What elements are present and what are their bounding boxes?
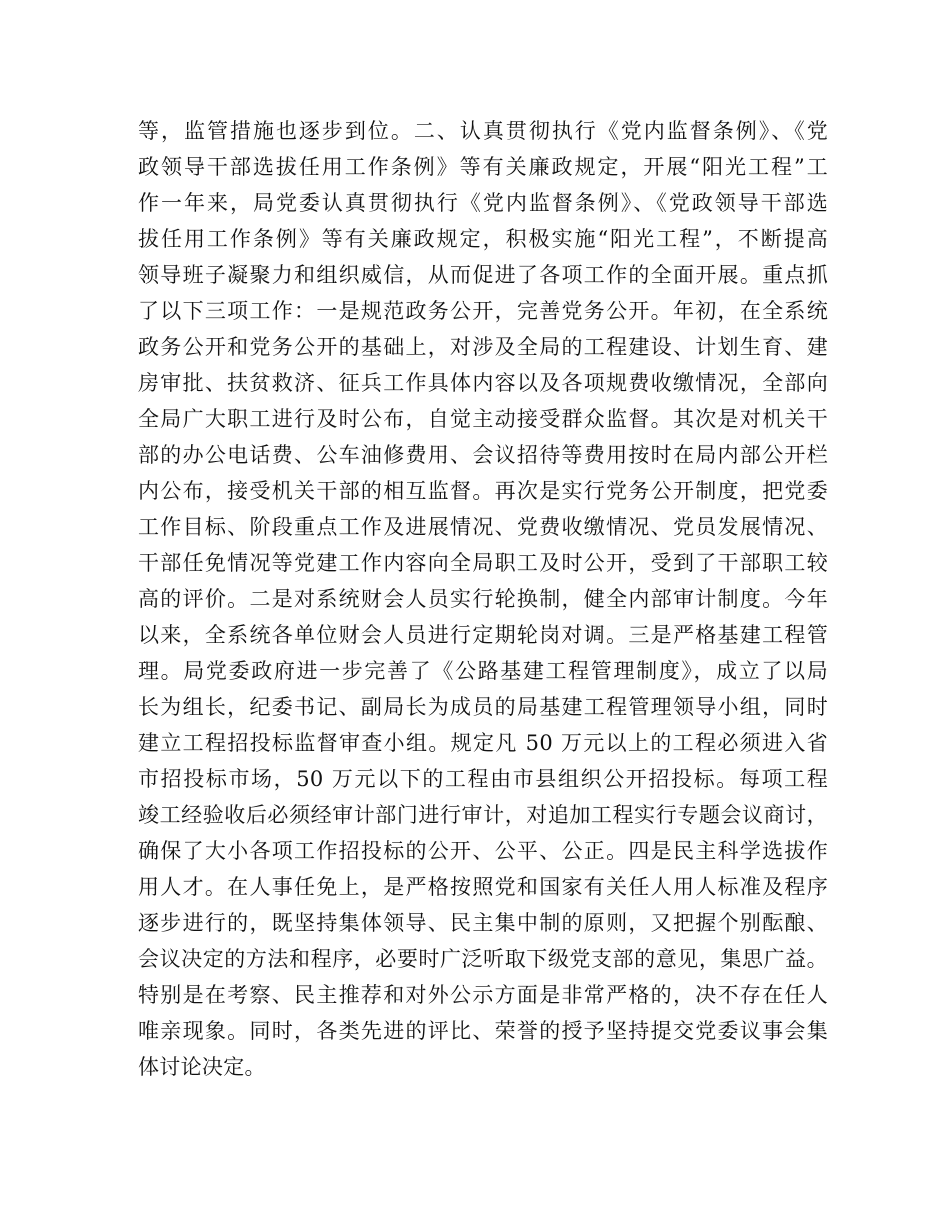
text-line: 竣工经验收后必须经审计部门进行审计，对追加工程实行专题会议商讨，	[138, 803, 828, 827]
text-line: 政务公开和党务公开的基础上，对涉及全局的工程建设、计划生育、建	[138, 335, 828, 359]
text-line: 体讨论决定。	[138, 1055, 266, 1079]
text-line: 唯亲现象。同时，各类先进的评比、荣誉的授予坚持提交党委议事会集	[138, 1019, 828, 1043]
text-line: 高的评价。二是对系统财会人员实行轮换制，健全内部审计制度。今年	[138, 587, 828, 611]
text-line: 长为组长，纪委书记、副局长为成员的局基建工程管理领导小组，同时	[138, 695, 828, 719]
text-line: 逐步进行的，既坚持集体领导、民主集中制的原则，又把握个别酝酿、	[138, 911, 828, 935]
text-line: 领导班子凝聚力和组织威信，从而促进了各项工作的全面开展。重点抓	[138, 263, 828, 287]
text-line: 作一年来，局党委认真贯彻执行《党内监督条例》、《党政领导干部选	[138, 191, 828, 215]
text-line: 干部任免情况等党建工作内容向全局职工及时公开，受到了干部职工较	[138, 551, 828, 575]
text-line: 建立工程招投标监督审查小组。规定凡 50 万元以上的工程必须进入省	[138, 731, 828, 755]
text-line: 市招投标市场，50 万元以下的工程由市县组织公开招投标。每项工程	[138, 767, 828, 791]
text-line: 政领导干部选拔任用工作条例》等有关廉政规定，开展“阳光工程”工	[138, 155, 828, 179]
text-line: 以来，全系统各单位财会人员进行定期轮岗对调。三是严格基建工程管	[138, 623, 828, 647]
text-line: 会议决定的方法和程序，必要时广泛听取下级党支部的意见，集思广益。	[138, 947, 828, 971]
text-line: 了以下三项工作：一是规范政务公开，完善党务公开。年初，在全系统	[138, 299, 828, 323]
body-paragraph	[138, 113, 828, 1085]
text-line: 工作目标、阶段重点工作及进展情况、党费收缴情况、党员发展情况、	[138, 515, 828, 539]
text-line: 特别是在考察、民主推荐和对外公示方面是非常严格的，决不存在任人	[138, 983, 828, 1007]
text-line: 内公布，接受机关干部的相互监督。再次是实行党务公开制度，把党委	[138, 479, 828, 503]
text-line: 等，监管措施也逐步到位。二、认真贯彻执行《党内监督条例》、《党	[138, 119, 828, 143]
text-line: 部的办公电话费、公车油修费用、会议招待等费用按时在局内部公开栏	[138, 443, 828, 467]
text-line: 确保了大小各项工作招投标的公开、公平、公正。四是民主科学选拔作	[138, 839, 828, 863]
text-line: 全局广大职工进行及时公布，自觉主动接受群众监督。其次是对机关干	[138, 407, 828, 431]
text-line: 拔任用工作条例》等有关廉政规定，积极实施“阳光工程”，不断提高	[138, 227, 828, 251]
text-line: 理。局党委政府进一步完善了《公路基建工程管理制度》，成立了以局	[138, 659, 828, 683]
text-line: 用人才。在人事任免上，是严格按照党和国家有关任人用人标准及程序	[138, 875, 828, 899]
text-line: 房审批、扶贫救济、征兵工作具体内容以及各项规费收缴情况，全部向	[138, 371, 828, 395]
